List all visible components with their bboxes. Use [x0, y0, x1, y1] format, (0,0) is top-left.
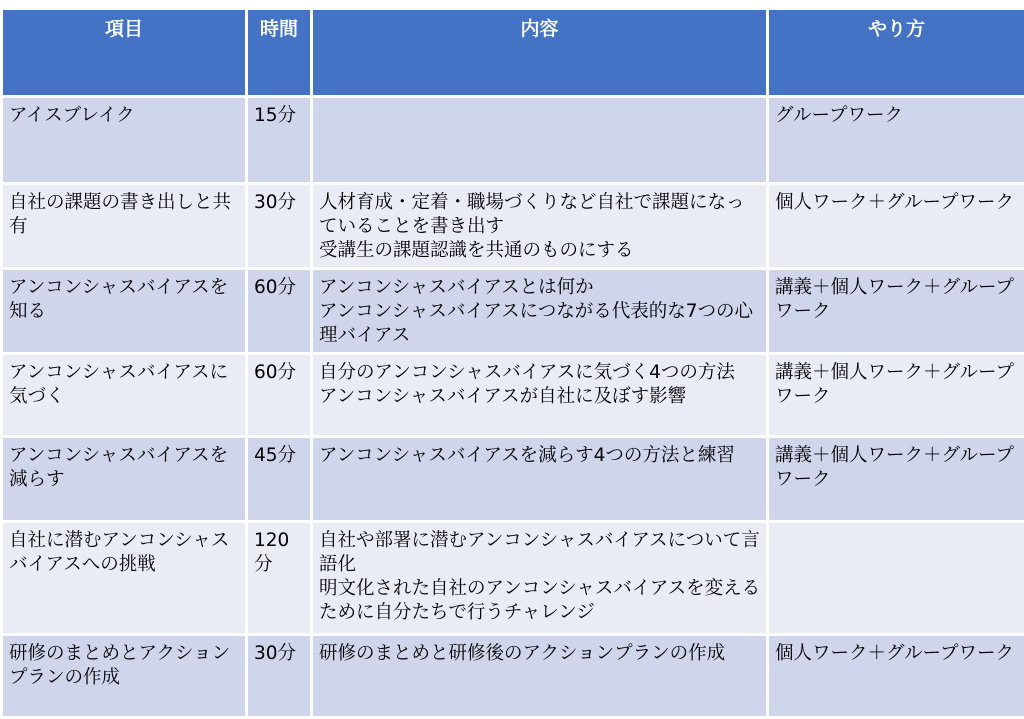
table-row [3, 98, 1024, 182]
cell-item: アイスブレイク [3, 98, 245, 182]
cell-content: 自社や部署に潜むアンコンシャスバイアスについて言語化 明文化された自社のアンコンシャスバイアスを変えるために自分たちで行うチャレンジ [313, 523, 766, 633]
cell-method [769, 523, 1024, 633]
header-time: 時間 [248, 10, 310, 95]
cell-method: グループワーク [769, 98, 1024, 182]
cell-item: 自社の課題の書き出しと共有 [3, 185, 245, 267]
header-content: 内容 [313, 10, 766, 95]
cell-item: 研修のまとめとアクションプランの作成 [3, 636, 245, 716]
header-item: 項目 [3, 10, 245, 95]
table-row [3, 185, 1024, 267]
cell-item: アンコンシャスバイアスに気づく [3, 355, 245, 435]
cell-content: 自分のアンコンシャスバイアスに気づく4つの方法 アンコンシャスバイアスが自社に及ぼす影響 [313, 355, 766, 435]
cell-content: 人材育成・定着・職場づくりなど自社で課題になっていることを書き出す 受講生の課題認識を共通のものにする [313, 185, 766, 267]
cell-time: 120分 [248, 523, 310, 633]
cell-method: 講義＋個人ワーク＋グループワーク [769, 270, 1024, 352]
cell-content [313, 98, 766, 182]
cell-item: 自社に潜むアンコンシャスバイアスへの挑戦 [3, 523, 245, 633]
cell-content: 研修のまとめと研修後のアクションプランの作成 [313, 636, 766, 716]
cell-time: 30分 [248, 185, 310, 267]
cell-method: 個人ワーク＋グループワーク [769, 636, 1024, 716]
cell-item: アンコンシャスバイアスを知る [3, 270, 245, 352]
table-row [3, 523, 1024, 633]
training-schedule-table [0, 7, 1024, 719]
table-row [3, 438, 1024, 520]
cell-content: アンコンシャスバイアスを減らす4つの方法と練習 [313, 438, 766, 520]
cell-time: 60分 [248, 355, 310, 435]
header-method: やり方 [769, 10, 1024, 95]
cell-method: 個人ワーク＋グループワーク [769, 185, 1024, 267]
table-row [3, 355, 1024, 435]
cell-time: 45分 [248, 438, 310, 520]
cell-time: 60分 [248, 270, 310, 352]
cell-method: 講義＋個人ワーク＋グループワーク [769, 355, 1024, 435]
cell-time: 15分 [248, 98, 310, 182]
table-row [3, 636, 1024, 716]
cell-time: 30分 [248, 636, 310, 716]
cell-content: アンコンシャスバイアスとは何か アンコンシャスバイアスにつながる代表的な7つの心理バイアス [313, 270, 766, 352]
table-row [3, 270, 1024, 352]
cell-method: 講義＋個人ワーク＋グループワーク [769, 438, 1024, 520]
cell-item: アンコンシャスバイアスを減らす [3, 438, 245, 520]
header-row [3, 10, 1024, 95]
